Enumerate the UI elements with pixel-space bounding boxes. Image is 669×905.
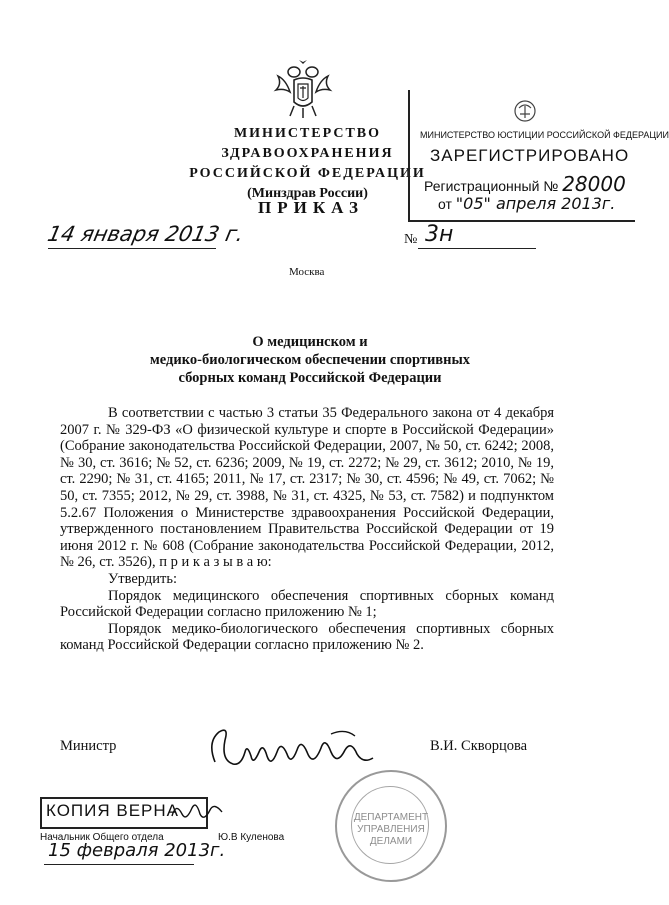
- document-title: [140, 333, 480, 387]
- ministry-name-line2: РОССИЙСКОЙ ФЕДЕРАЦИИ: [189, 166, 426, 181]
- document-type: ПРИКАЗ: [258, 198, 364, 217]
- stamp-reg-date-label: от: [438, 196, 452, 212]
- signatory-name: В.И. Скворцова: [430, 738, 528, 754]
- stamp-reg-number-row: [424, 172, 626, 196]
- stamp-reg-date-row: [438, 194, 615, 213]
- body-item-2: Порядок медико-биологического обеспечения спортивных сборных команд Российской Федерации согласно приложению № 2.: [60, 620, 554, 654]
- copy-date: 15 февраля 2013г.: [48, 840, 226, 861]
- date-underline: [48, 248, 216, 249]
- registration-stamp: [408, 90, 669, 222]
- copy-head-title: Начальник Общего отдела: [40, 832, 164, 843]
- copy-verified-label: КОПИЯ ВЕРНА: [46, 801, 180, 820]
- ministry-name-line1: МИНИСТЕРСТВО ЗДРАВООХРАНЕНИЯ: [221, 126, 394, 161]
- order-number-label: №: [404, 232, 418, 247]
- title-line2: медико-биологическом обеспечении спортивных: [149, 352, 471, 368]
- stamp-reg-number-value: 28000: [562, 172, 626, 196]
- copy-verifier-signature: [168, 796, 228, 826]
- stamp-ministry-justice: МИНИСТЕРСТВО ЮСТИЦИИ РОССИЙСКОЙ ФЕДЕРАЦИИ: [420, 130, 669, 140]
- title-line3: сборных команд Российской Федерации: [178, 370, 442, 386]
- ministry-short-name: (Минздрав России): [247, 186, 368, 201]
- copy-head-name: Ю.В Куленова: [218, 832, 285, 843]
- title-line1: О медицинском и: [252, 334, 368, 350]
- order-number: 3н: [425, 222, 454, 247]
- number-underline: [418, 248, 536, 249]
- round-seal-stamp: [335, 770, 447, 882]
- document-body: [60, 405, 554, 654]
- stamp-reg-number-label: Регистрационный №: [424, 178, 559, 194]
- body-approve: Утвердить:: [108, 570, 177, 587]
- round-seal-text: ДЕПАРТАМЕНТ УПРАВЛЕНИЯ ДЕЛАМИ: [353, 812, 429, 847]
- order-city: Москва: [289, 266, 325, 278]
- stamp-registered: ЗАРЕГИСТРИРОВАНО: [430, 146, 630, 165]
- coat-of-arms-emblem: [272, 58, 334, 122]
- stamp-reg-date-value: "05" апреля 2013г.: [455, 194, 616, 213]
- order-date: 14 января 2013 г.: [45, 222, 247, 246]
- body-paragraph-preamble: В соответствии с частью 3 статьи 35 Федерального закона от 4 декабря 2007 г. № 329-ФЗ «О физической культуре и спорте в Российской Федерации» (Собрание законодательства Российской Федерации, 2007, № 50, ст. 6242; 2008, № 30, ст. 3616; № 52, ст. 6236; 2009, № 19, ст. 2272; № 29, ст. 3612; 2010, № 19, ст. 2290; № 31, ст. 4165; 2011, № 17, ст. 2317; № 30, ст. 4596; № 49, ст. 7062; № 50, ст. 7355; 2012, № 29, ст. 3988, № 31, ст. 4325, № 53, ст. 7582) и подпунктом 5.2.67 Положения о Министерстве здравоохранения Российской Федерации, утвержденного постановлением Правительства Российской Федерации от 19 июня 2012 г. № 608 (Собрание законодательства Российской Федерации, 2012, № 26, ст. 3526), п р и к а з ы в а ю:: [60, 405, 554, 571]
- signatory-position: Министр: [60, 738, 117, 754]
- minister-signature: [205, 722, 380, 782]
- copy-date-underline: [44, 864, 194, 865]
- body-item-1: Порядок медицинского обеспечения спортивных сборных команд Российской Федерации согласно приложению № 1;: [60, 587, 554, 621]
- small-emblem-icon: [510, 96, 540, 126]
